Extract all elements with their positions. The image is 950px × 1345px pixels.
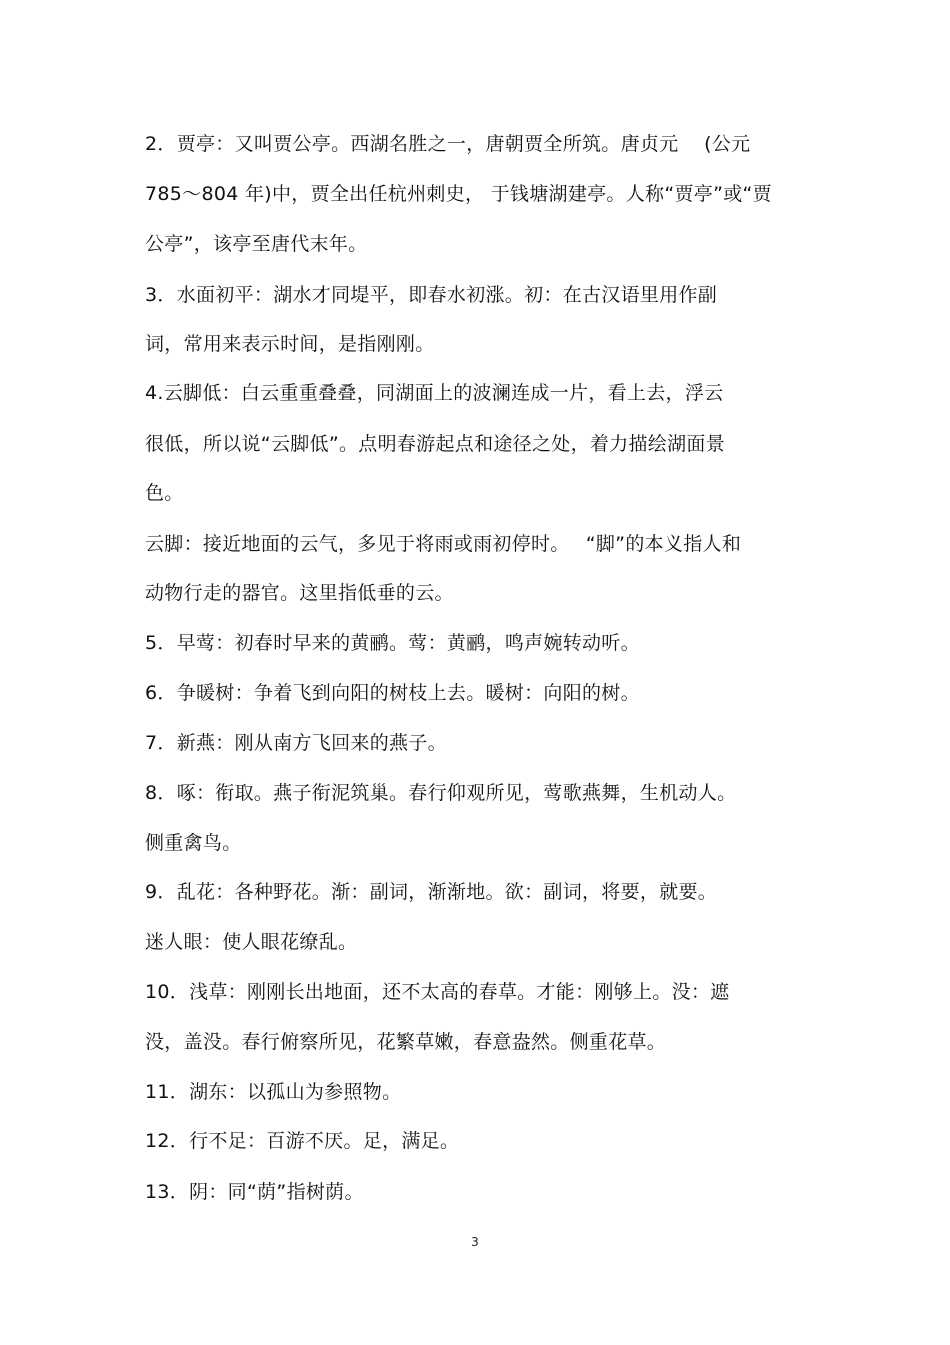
text-line: 迷人眼：使人眼花缭乱。: [145, 931, 358, 953]
text-line: 5．早莺：初春时早来的黄鹂。莺：黄鹂，鸣声婉转动听。: [145, 632, 640, 654]
text-line: 动物行走的器官。这里指低垂的云。: [145, 582, 454, 604]
text-line: 云脚：接近地面的云气，多见于将雨或雨初停时。 “脚”的本义指人和: [145, 533, 742, 555]
text-line: 8．啄：衔取。燕子衔泥筑巢。春行仰观所见，莺歌燕舞，生机动人。: [145, 782, 737, 804]
text-line: 词，常用来表示时间，是指刚刚。: [145, 333, 435, 355]
text-line: 13．阴：同“荫”指树荫。: [145, 1181, 364, 1203]
text-line: 7．新燕：刚从南方飞回来的燕子。: [145, 732, 447, 754]
text-line: 3．水面初平：湖水才同堤平，即春水初涨。初：在古汉语里用作副: [145, 284, 718, 306]
text-line: 侧重禽鸟。: [145, 832, 242, 854]
text-line: 色。: [145, 482, 184, 504]
text-line: 4.云脚低：白云重重叠叠，同湖面上的波澜连成一片，看上去，浮云: [145, 382, 724, 404]
text-line: 2．贾亭：又叫贾公亭。西湖名胜之一，唐朝贾全所筑。唐贞元 (公元: [145, 133, 751, 155]
page-number: 3: [471, 1235, 479, 1249]
text-line: 没，盖没。春行俯察所见，花繁草嫩，春意盎然。侧重花草。: [145, 1031, 667, 1053]
text-line: 9．乱花：各种野花。渐：副词，渐渐地。欲：副词，将要，就要。: [145, 881, 718, 903]
text-line: 6．争暖树：争着飞到向阳的树枝上去。暖树：向阳的树。: [145, 682, 640, 704]
text-line: 11．湖东：以孤山为参照物。: [145, 1081, 402, 1103]
text-line: 12．行不足：百游不厌。足，满足。: [145, 1130, 460, 1152]
text-line: 10．浅草：刚刚长出地面，还不太高的春草。才能：刚够上。没：遮: [145, 981, 730, 1003]
text-line: 公亭”，该亭至唐代末年。: [145, 233, 368, 255]
text-line: 很低，所以说“云脚低”。点明春游起点和途径之处，着力描绘湖面景: [145, 433, 725, 455]
text-line: 785～804 年)中，贾全出任杭州刺史， 于钱塘湖建亭。人称“贾亭”或“贾: [145, 183, 772, 205]
